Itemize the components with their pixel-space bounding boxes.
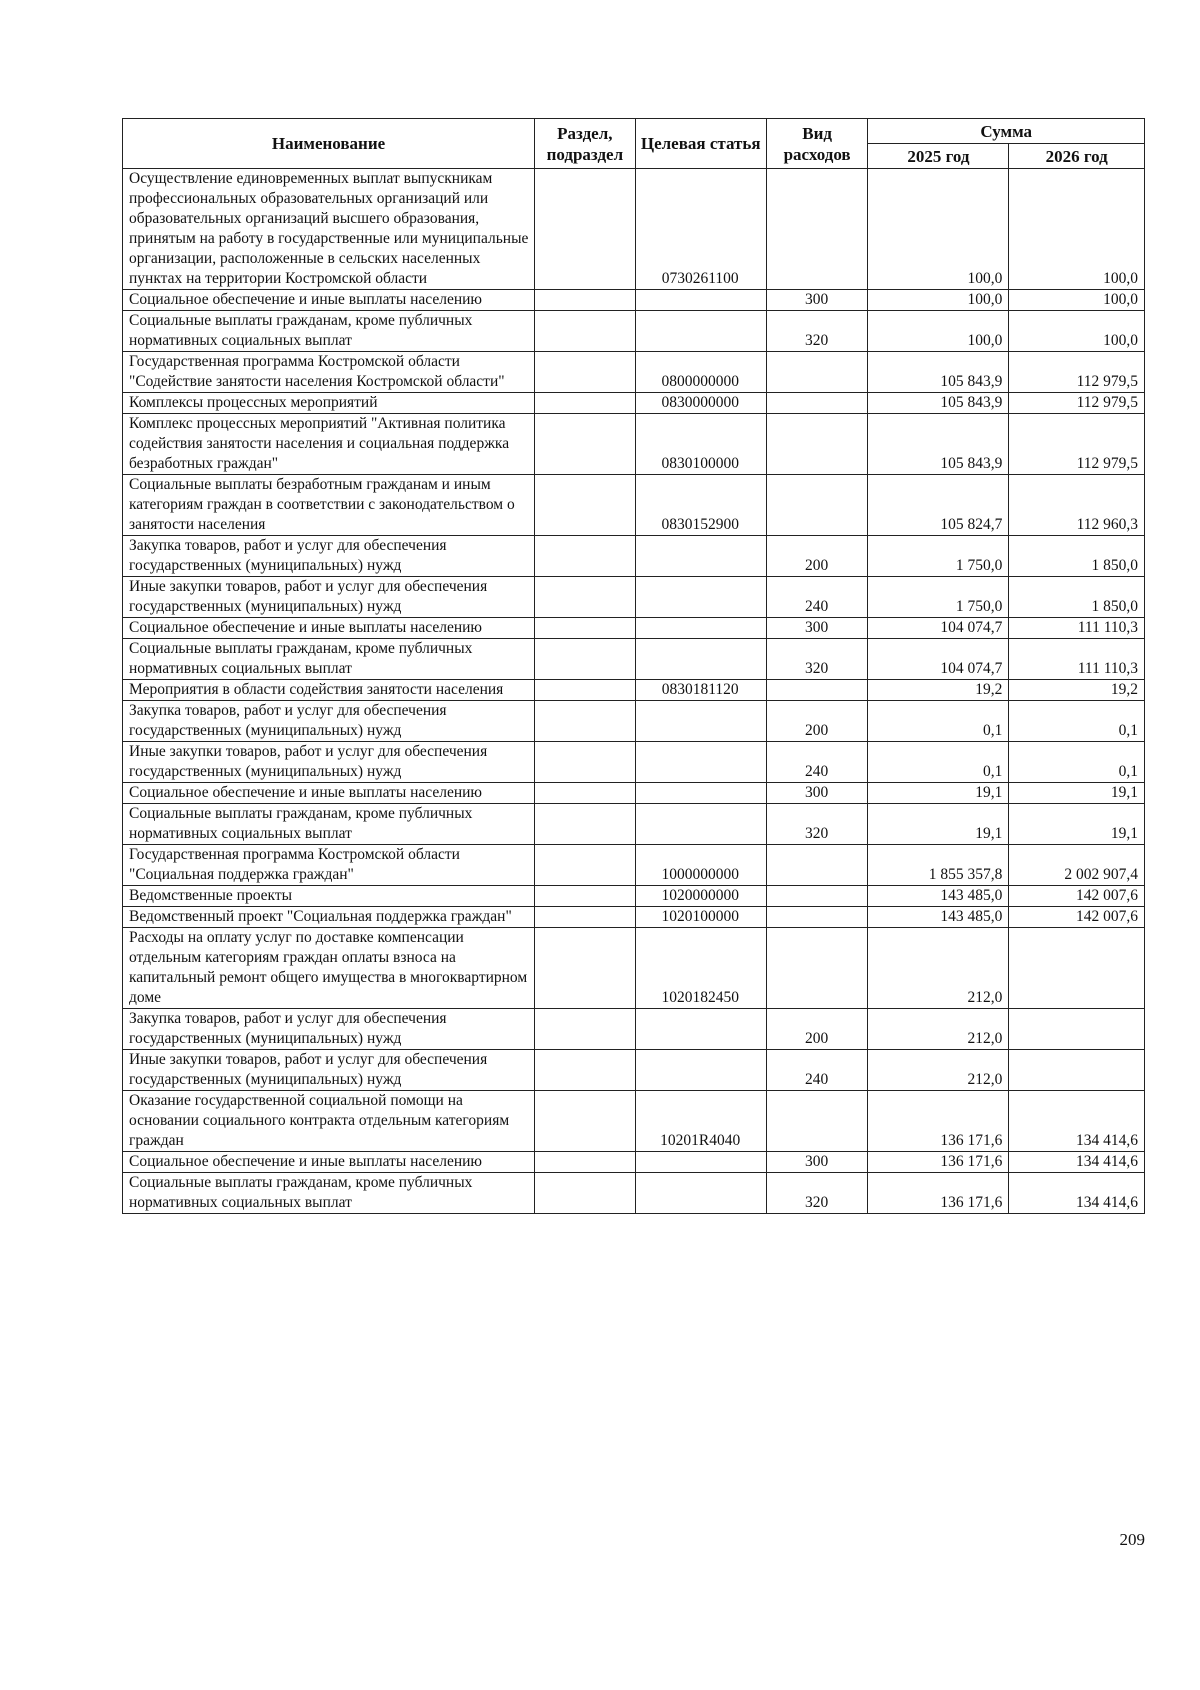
cell-kind	[766, 928, 868, 1009]
cell-name: Иные закупки товаров, работ и услуг для обеспечения государственных (муниципальных) нужд	[123, 577, 535, 618]
cell-target	[635, 577, 766, 618]
cell-target	[635, 1050, 766, 1091]
table-row	[123, 1009, 1145, 1050]
cell-target	[635, 804, 766, 845]
cell-section	[535, 639, 636, 680]
cell-target	[635, 618, 766, 639]
cell-2026: 100,0	[1009, 311, 1145, 352]
header-target: Целевая статья	[635, 119, 766, 169]
cell-section	[535, 907, 636, 928]
cell-target: 1020000000	[635, 886, 766, 907]
table-row	[123, 311, 1145, 352]
cell-2025: 105 843,9	[868, 352, 1009, 393]
header-2026: 2026 год	[1009, 144, 1145, 169]
cell-2026: 111 110,3	[1009, 639, 1145, 680]
cell-name: Закупка товаров, работ и услуг для обеспечения государственных (муниципальных) нужд	[123, 701, 535, 742]
cell-2025: 19,1	[868, 783, 1009, 804]
table-row	[123, 1091, 1145, 1152]
cell-2025: 100,0	[868, 311, 1009, 352]
cell-kind: 300	[766, 618, 868, 639]
cell-2025: 212,0	[868, 1050, 1009, 1091]
header-row-top	[123, 119, 1145, 144]
cell-section	[535, 393, 636, 414]
table-row	[123, 845, 1145, 886]
cell-target	[635, 639, 766, 680]
cell-name: Иные закупки товаров, работ и услуг для обеспечения государственных (муниципальных) нужд	[123, 742, 535, 783]
cell-kind: 320	[766, 311, 868, 352]
cell-2025: 143 485,0	[868, 907, 1009, 928]
cell-2026: 134 414,6	[1009, 1091, 1145, 1152]
cell-name: Иные закупки товаров, работ и услуг для обеспечения государственных (муниципальных) нужд	[123, 1050, 535, 1091]
cell-2026: 112 960,3	[1009, 475, 1145, 536]
table-row	[123, 680, 1145, 701]
cell-target: 0830000000	[635, 393, 766, 414]
cell-2025: 1 750,0	[868, 536, 1009, 577]
cell-target	[635, 311, 766, 352]
cell-kind: 300	[766, 1152, 868, 1173]
cell-2025: 136 171,6	[868, 1091, 1009, 1152]
cell-2025: 212,0	[868, 1009, 1009, 1050]
cell-2026: 100,0	[1009, 290, 1145, 311]
cell-2025: 143 485,0	[868, 886, 1009, 907]
cell-kind: 200	[766, 536, 868, 577]
table-row	[123, 393, 1145, 414]
cell-kind	[766, 907, 868, 928]
cell-2026: 1 850,0	[1009, 536, 1145, 577]
cell-2026: 19,1	[1009, 804, 1145, 845]
cell-section	[535, 886, 636, 907]
table-row	[123, 742, 1145, 783]
table-row	[123, 1173, 1145, 1214]
cell-section	[535, 1009, 636, 1050]
header-kind: Вид расходов	[766, 119, 868, 169]
cell-2026: 111 110,3	[1009, 618, 1145, 639]
cell-2026: 142 007,6	[1009, 886, 1145, 907]
table-row	[123, 618, 1145, 639]
cell-target	[635, 701, 766, 742]
cell-2025: 0,1	[868, 701, 1009, 742]
table-row	[123, 1050, 1145, 1091]
cell-target: 0830100000	[635, 414, 766, 475]
cell-target: 1000000000	[635, 845, 766, 886]
cell-2025: 105 843,9	[868, 414, 1009, 475]
cell-target	[635, 1173, 766, 1214]
cell-kind	[766, 680, 868, 701]
cell-kind: 320	[766, 804, 868, 845]
cell-name: Социальные выплаты гражданам, кроме публичных нормативных социальных выплат	[123, 639, 535, 680]
table-row	[123, 475, 1145, 536]
cell-section	[535, 1152, 636, 1173]
header-2025: 2025 год	[868, 144, 1009, 169]
cell-target	[635, 1009, 766, 1050]
cell-2025: 212,0	[868, 928, 1009, 1009]
cell-2025: 0,1	[868, 742, 1009, 783]
cell-2026: 1 850,0	[1009, 577, 1145, 618]
cell-name: Социальные выплаты гражданам, кроме публичных нормативных социальных выплат	[123, 804, 535, 845]
cell-name: Социальные выплаты гражданам, кроме публичных нормативных социальных выплат	[123, 311, 535, 352]
cell-2026	[1009, 1009, 1145, 1050]
cell-target: 1020182450	[635, 928, 766, 1009]
cell-target: 0800000000	[635, 352, 766, 393]
table-header	[123, 119, 1145, 169]
table-row	[123, 169, 1145, 290]
cell-name: Расходы на оплату услуг по доставке компенсации отдельным категориям граждан оплаты взноса на капитальный ремонт общего имущества в многоквартирном доме	[123, 928, 535, 1009]
cell-section	[535, 290, 636, 311]
cell-section	[535, 680, 636, 701]
cell-2026	[1009, 928, 1145, 1009]
cell-name: Закупка товаров, работ и услуг для обеспечения государственных (муниципальных) нужд	[123, 1009, 535, 1050]
cell-section	[535, 169, 636, 290]
table-row	[123, 783, 1145, 804]
cell-name: Социальные выплаты безработным гражданам и иным категориям граждан в соответствии с законодательством о занятости населения	[123, 475, 535, 536]
cell-target	[635, 1152, 766, 1173]
cell-kind: 200	[766, 1009, 868, 1050]
cell-2026: 112 979,5	[1009, 414, 1145, 475]
cell-section	[535, 742, 636, 783]
cell-2026	[1009, 1050, 1145, 1091]
table-row	[123, 928, 1145, 1009]
cell-name: Мероприятия в области содействия занятости населения	[123, 680, 535, 701]
cell-section	[535, 1050, 636, 1091]
cell-name: Оказание государственной социальной помощи на основании социального контракта отдельным категориям граждан	[123, 1091, 535, 1152]
cell-2025: 19,2	[868, 680, 1009, 701]
cell-2026: 134 414,6	[1009, 1152, 1145, 1173]
cell-name: Комплекс процессных мероприятий "Активная политика содействия занятости населения и социальная поддержка безработных граждан"	[123, 414, 535, 475]
cell-2025: 105 824,7	[868, 475, 1009, 536]
table-row	[123, 639, 1145, 680]
header-sum: Сумма	[868, 119, 1145, 144]
cell-name: Социальное обеспечение и иные выплаты населению	[123, 618, 535, 639]
cell-kind: 300	[766, 783, 868, 804]
table-row	[123, 886, 1145, 907]
table-row	[123, 701, 1145, 742]
cell-2025: 136 171,6	[868, 1152, 1009, 1173]
cell-2026: 112 979,5	[1009, 393, 1145, 414]
cell-section	[535, 577, 636, 618]
cell-name: Осуществление единовременных выплат выпускникам профессиональных образовательных организаций или образовательных организаций высшего образования, принятым на работу в государственные или муниципальные организации, расположенные в сельских населенных пунктах на территории Костромской области	[123, 169, 535, 290]
cell-2025: 19,1	[868, 804, 1009, 845]
cell-name: Социальные выплаты гражданам, кроме публичных нормативных социальных выплат	[123, 1173, 535, 1214]
header-name: Наименование	[123, 119, 535, 169]
header-section: Раздел, подраздел	[535, 119, 636, 169]
cell-2026: 2 002 907,4	[1009, 845, 1145, 886]
cell-section	[535, 1091, 636, 1152]
table-row	[123, 290, 1145, 311]
cell-2025: 104 074,7	[868, 639, 1009, 680]
cell-kind	[766, 475, 868, 536]
cell-section	[535, 311, 636, 352]
cell-kind	[766, 886, 868, 907]
cell-2025: 1 750,0	[868, 577, 1009, 618]
cell-kind	[766, 352, 868, 393]
cell-section	[535, 352, 636, 393]
cell-name: Государственная программа Костромской области "Содействие занятости населения Костромской области"	[123, 352, 535, 393]
table-row	[123, 1152, 1145, 1173]
cell-2026: 100,0	[1009, 169, 1145, 290]
cell-kind: 240	[766, 577, 868, 618]
cell-target	[635, 290, 766, 311]
cell-kind: 200	[766, 701, 868, 742]
cell-2025: 100,0	[868, 169, 1009, 290]
cell-2025: 1 855 357,8	[868, 845, 1009, 886]
cell-kind	[766, 1091, 868, 1152]
cell-section	[535, 701, 636, 742]
cell-2026: 134 414,6	[1009, 1173, 1145, 1214]
cell-name: Государственная программа Костромской области "Социальная поддержка граждан"	[123, 845, 535, 886]
cell-name: Ведомственный проект "Социальная поддержка граждан"	[123, 907, 535, 928]
cell-name: Комплексы процессных мероприятий	[123, 393, 535, 414]
cell-target: 10201R4040	[635, 1091, 766, 1152]
cell-target	[635, 742, 766, 783]
cell-2026: 19,1	[1009, 783, 1145, 804]
cell-target: 1020100000	[635, 907, 766, 928]
cell-2026: 112 979,5	[1009, 352, 1145, 393]
cell-target	[635, 783, 766, 804]
cell-2025: 100,0	[868, 290, 1009, 311]
cell-target: 0730261100	[635, 169, 766, 290]
table-body	[123, 169, 1145, 1214]
cell-section	[535, 845, 636, 886]
cell-kind: 240	[766, 1050, 868, 1091]
cell-name: Закупка товаров, работ и услуг для обеспечения государственных (муниципальных) нужд	[123, 536, 535, 577]
cell-2026: 142 007,6	[1009, 907, 1145, 928]
cell-2026: 19,2	[1009, 680, 1145, 701]
cell-target: 0830181120	[635, 680, 766, 701]
cell-kind: 320	[766, 639, 868, 680]
table-row	[123, 907, 1145, 928]
cell-kind	[766, 393, 868, 414]
cell-kind	[766, 414, 868, 475]
table-row	[123, 414, 1145, 475]
cell-target: 0830152900	[635, 475, 766, 536]
cell-kind	[766, 169, 868, 290]
cell-section	[535, 536, 636, 577]
cell-section	[535, 928, 636, 1009]
table-row	[123, 536, 1145, 577]
cell-2026: 0,1	[1009, 742, 1145, 783]
cell-2025: 136 171,6	[868, 1173, 1009, 1214]
cell-section	[535, 1173, 636, 1214]
cell-name: Социальное обеспечение и иные выплаты населению	[123, 290, 535, 311]
cell-kind	[766, 845, 868, 886]
page-number: 209	[1119, 1530, 1145, 1549]
cell-kind: 240	[766, 742, 868, 783]
cell-section	[535, 475, 636, 536]
cell-name: Ведомственные проекты	[123, 886, 535, 907]
cell-name: Социальное обеспечение и иные выплаты населению	[123, 1152, 535, 1173]
cell-2026: 0,1	[1009, 701, 1145, 742]
cell-2025: 105 843,9	[868, 393, 1009, 414]
table-row	[123, 804, 1145, 845]
budget-table	[122, 118, 1145, 1214]
cell-kind: 320	[766, 1173, 868, 1214]
cell-section	[535, 414, 636, 475]
table-row	[123, 577, 1145, 618]
cell-kind: 300	[766, 290, 868, 311]
cell-section	[535, 783, 636, 804]
cell-target	[635, 536, 766, 577]
cell-name: Социальное обеспечение и иные выплаты населению	[123, 783, 535, 804]
cell-2025: 104 074,7	[868, 618, 1009, 639]
cell-section	[535, 804, 636, 845]
cell-section	[535, 618, 636, 639]
table-row	[123, 352, 1145, 393]
